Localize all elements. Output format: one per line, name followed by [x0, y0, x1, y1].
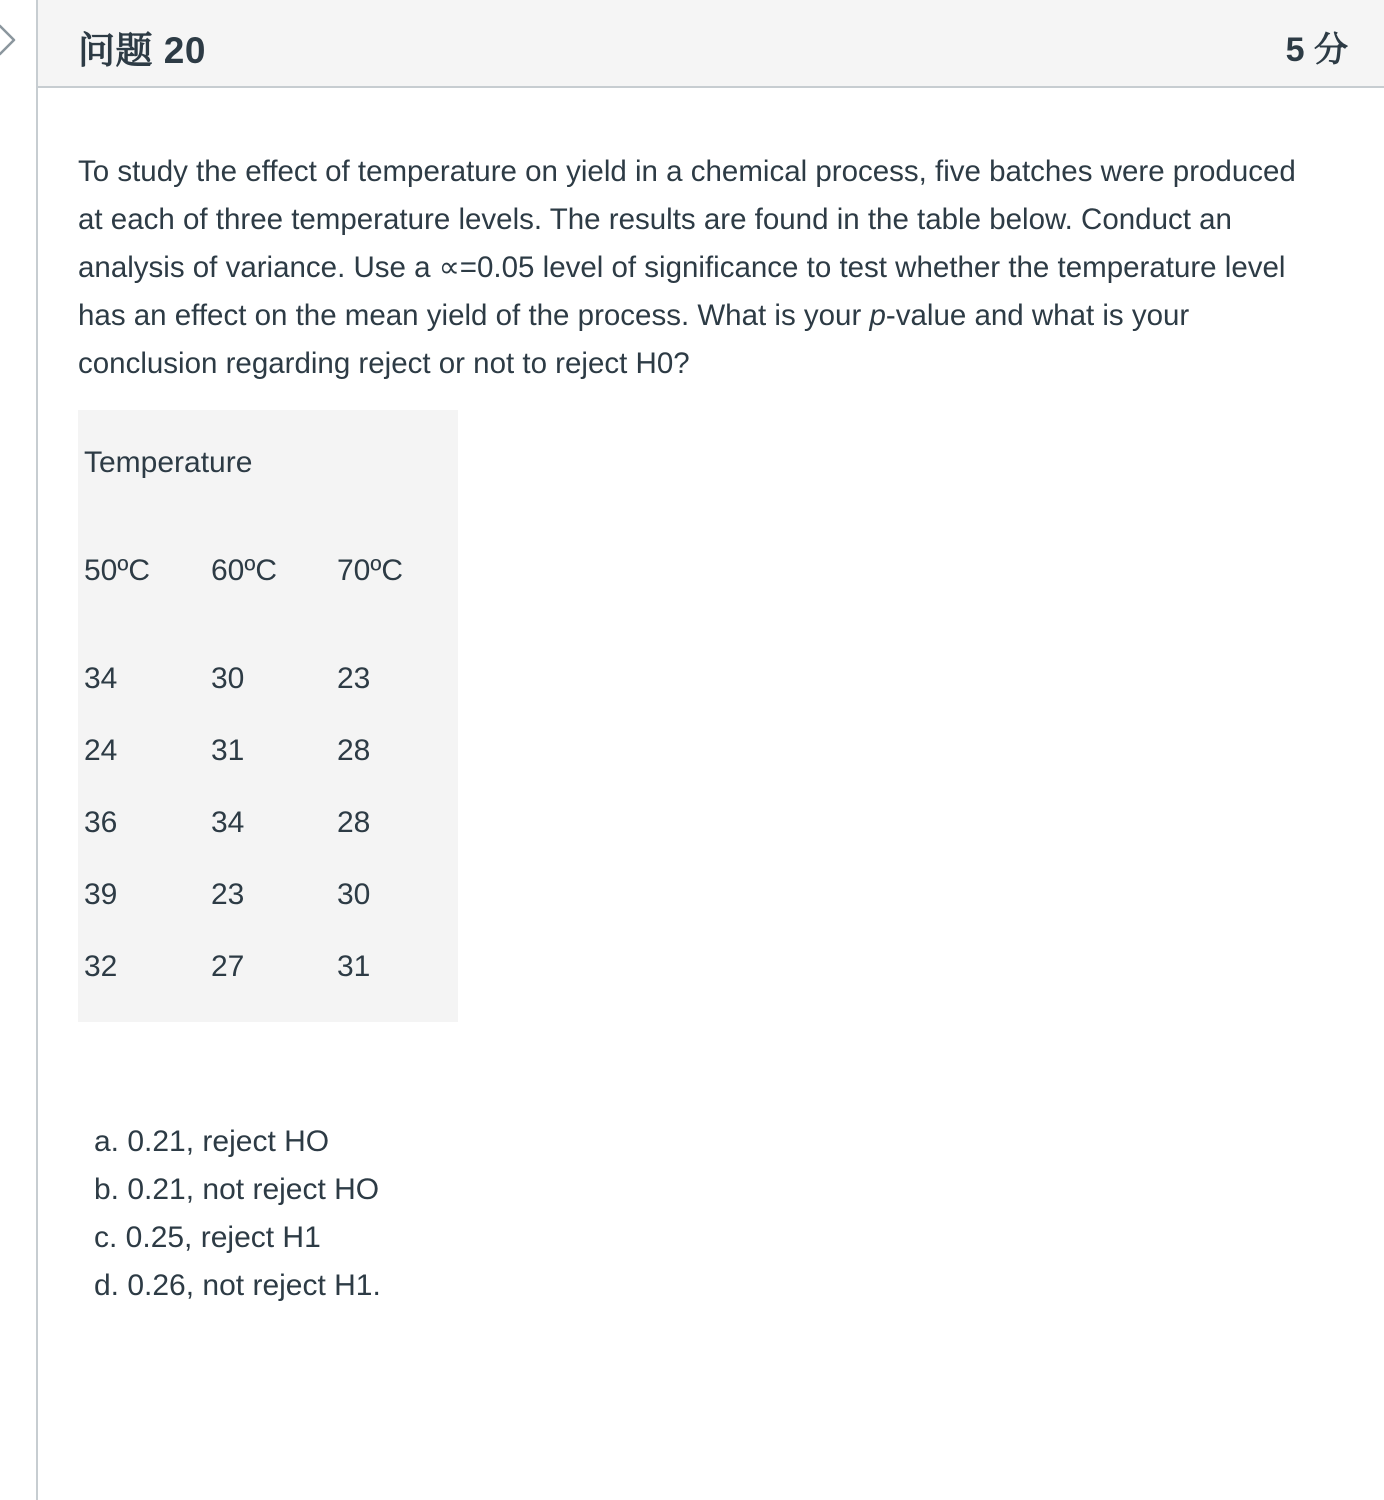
answer-option-d: d. 0.26, not reject H1. [94, 1269, 381, 1302]
data-table [78, 410, 458, 1022]
table-cell: 32 [84, 950, 118, 983]
table-caption: Temperature [84, 446, 253, 479]
table-cell: 23 [337, 662, 371, 695]
table-cell: 30 [211, 662, 245, 695]
table-cell: 24 [84, 734, 118, 767]
question-title: 问题 20 [78, 30, 206, 71]
question-prompt [78, 148, 1308, 388]
table-cell: 28 [337, 734, 371, 767]
answer-option-c: c. 0.25, reject H1 [94, 1221, 321, 1254]
prompt-text-italic: p [869, 299, 886, 332]
prompt-text-2: -value and what is your conclusion regarding reject or not to reject H0? [78, 299, 1190, 380]
question-header [38, 0, 1384, 88]
table-cell: 30 [337, 878, 371, 911]
question-body [78, 148, 1308, 388]
table-cell: 31 [211, 734, 245, 767]
table-cell: 31 [337, 950, 371, 983]
chevron-right-icon[interactable] [0, 22, 20, 58]
table-cell: 28 [337, 806, 371, 839]
table-cell: 34 [211, 806, 245, 839]
table-cell: 39 [84, 878, 118, 911]
left-rail [0, 0, 38, 1500]
table-cell: 34 [84, 662, 118, 695]
table-cell: 27 [211, 950, 245, 983]
column-header: 50ºC [84, 554, 150, 587]
column-header: 70ºC [337, 554, 403, 587]
table-cell: 36 [84, 806, 118, 839]
table-cell: 23 [211, 878, 245, 911]
column-header: 60ºC [211, 554, 277, 587]
answer-option-a: a. 0.21, reject HO [94, 1125, 330, 1158]
answer-list [94, 1118, 381, 1310]
prompt-text-1: To study the effect of temperature on yield in a chemical process, five batches were produced at each of three temperature levels. The results are found in the table below. Conduct an analysis of variance. Use a ∝=0.05 level of significance to test whether the temperature level has an effect on the mean yield of the process. What is your [78, 155, 1296, 332]
question-points: 5 分 [1285, 31, 1348, 69]
answer-option-b: b. 0.21, not reject HO [94, 1173, 380, 1206]
